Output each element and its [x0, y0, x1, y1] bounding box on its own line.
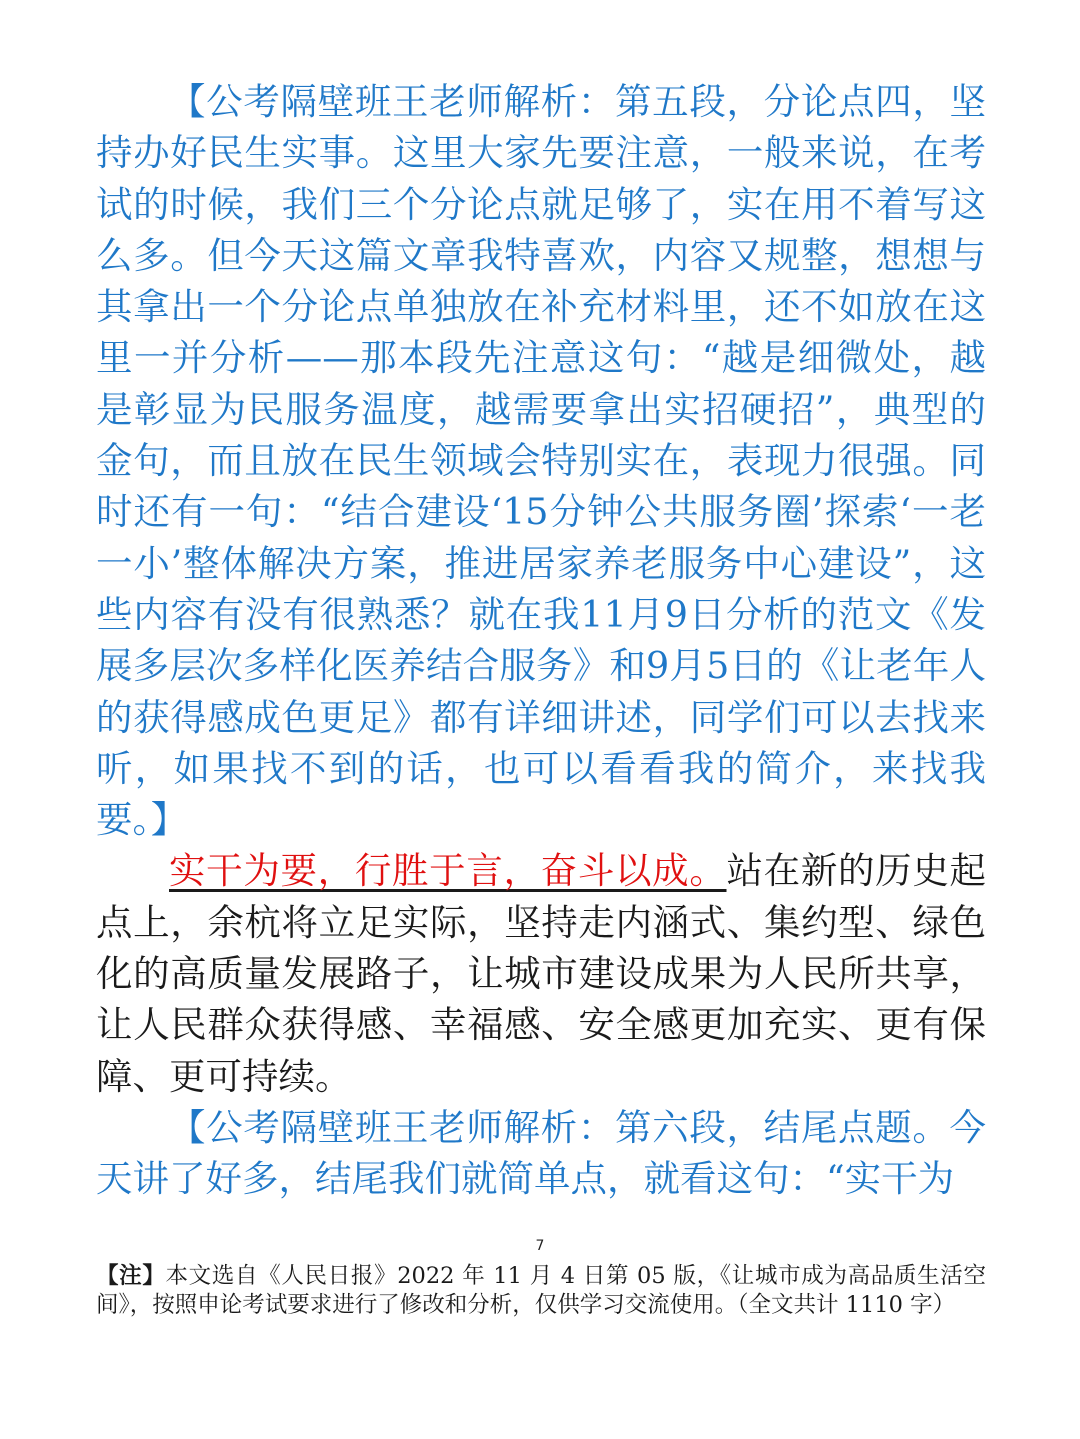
document-page	[96, 76, 986, 1205]
footnote	[96, 1262, 986, 1320]
footnote-label: 【注】	[96, 1263, 166, 1289]
analysis-paragraph-6: 【公考隔壁班王老师解析：第六段，结尾点题。今天讲了好多，结尾我们就简单点，就看这句：“实干为	[96, 1105, 986, 1201]
footnote-text: 本文选自《人民日报》2022 年 11 月 4 日第 05 版，《让城市成为高品质生活空间》，按照申论考试要求进行了修改和分析，仅供学习交流使用。（全文共计 1110 字）	[96, 1263, 986, 1318]
paragraph-lead-sentence: 实干为要，行胜于言，奋斗以成。	[169, 849, 727, 893]
analysis-paragraph-5: 【公考隔壁班王老师解析：第五段，分论点四，坚持办好民生实事。这里大家先要注意，一般来说，在考试的时候，我们三个分论点就足够了，实在用不着写这么多。但今天这篇文章我特喜欢，内容又规整，想想与其拿出一个分论点单独放在补充材料里，还不如放在这里一并分析——那本段先注意这句：“越是细微处，越是彰显为民服务温度，越需要拿出实招硬招”，典型的金句，而且放在民生领域会特别实在，表现力很强。同时还有一句：“结合建设‘15分钟公共服务圈’探索‘一老一小’整体解决方案，推进居家养老服务中心建设”，这些内容有没有很熟悉？就在我11月9日分析的范文《发展多层次多样化医养结合服务》和9月5日的《让老年人的获得感成色更足》都有详细讲述，同学们可以去找来听，如果找不到的话，也可以看看我的简介，来找我要。】	[96, 80, 986, 842]
paragraph-body-text: 站在新的历史起点上，余杭将立足实际，坚持走内涵式、集约型、绿色化的高质量发展路子，让城市建设成果为人民所共享，让人民群众获得感、幸福感、安全感更加充实、更有保障、更可持续。	[96, 849, 987, 1098]
page-number: 7	[535, 1238, 545, 1254]
body-paragraph-6	[96, 845, 986, 1101]
